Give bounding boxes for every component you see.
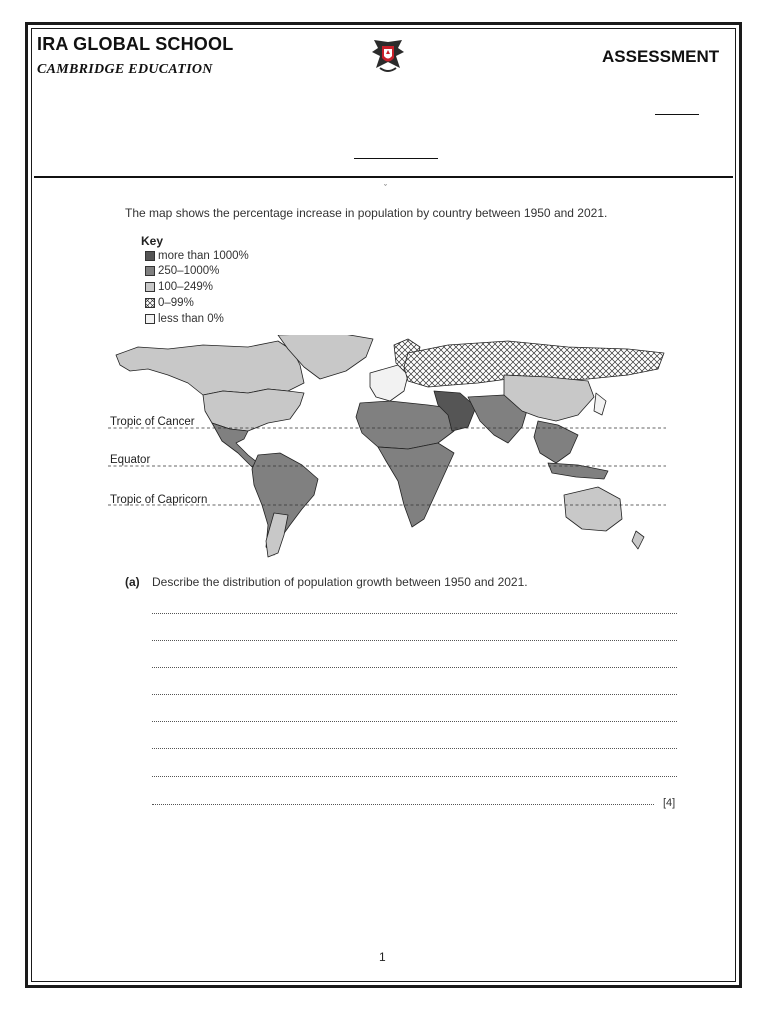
map-region-indonesia	[548, 463, 608, 479]
map-region-east-asia-islands	[594, 393, 606, 415]
map-region-southeast-asia	[534, 421, 578, 463]
marks-allocation: [4]	[663, 797, 676, 809]
key-label: more than 1000%	[158, 250, 249, 262]
answer-line[interactable]	[152, 667, 677, 668]
key-item-0-99	[145, 297, 194, 309]
header-blank-line-center	[354, 158, 438, 159]
key-label: 250–1000%	[158, 265, 220, 277]
key-label: 100–249%	[158, 281, 213, 293]
page-number: 1	[379, 950, 386, 964]
key-label: less than 0%	[158, 313, 224, 325]
equator-label: Equator	[110, 454, 151, 466]
assessment-label: ASSESSMENT	[602, 47, 720, 66]
exam-board: CAMBRIDGE EDUCATION	[37, 62, 213, 77]
key-swatch-mid	[145, 266, 155, 276]
key-swatch-light	[145, 282, 155, 292]
question-intro: The map shows the percentage increase in population by country between 1950 and 2021.	[125, 206, 608, 220]
answer-line[interactable]	[152, 694, 677, 695]
answer-line[interactable]	[152, 613, 677, 614]
answer-line[interactable]	[152, 721, 677, 722]
key-swatch-dark	[145, 251, 155, 261]
header-divider	[34, 176, 733, 178]
key-item-250-1000	[145, 265, 219, 277]
tropic-of-cancer-label: Tropic of Cancer	[110, 416, 195, 428]
world-population-map	[108, 335, 670, 560]
key-swatch-white	[145, 314, 155, 324]
map-key-title: Key	[141, 234, 164, 248]
school-crest-icon	[366, 38, 410, 76]
part-a-question: Describe the distribution of population growth between 1950 and 2021.	[152, 575, 528, 589]
map-region-canada-alaska	[116, 341, 304, 395]
tropic-of-capricorn-label: Tropic of Capricorn	[110, 494, 208, 506]
part-a-label: (a)	[125, 575, 140, 589]
answer-line[interactable]	[152, 804, 654, 805]
stray-mark: ˇ	[384, 183, 387, 193]
key-swatch-crosshatch	[145, 298, 155, 308]
map-region-australia	[564, 487, 622, 531]
answer-line[interactable]	[152, 776, 677, 777]
key-item-100-249	[145, 281, 213, 293]
key-item-more-than-1000	[145, 250, 249, 262]
school-name: IRA GLOBAL SCHOOL	[37, 34, 234, 54]
map-region-sub-saharan-africa	[378, 443, 454, 527]
answer-line[interactable]	[152, 640, 677, 641]
answer-line[interactable]	[152, 748, 677, 749]
key-label: 0–99%	[158, 297, 194, 309]
map-region-south-america	[252, 453, 318, 555]
map-region-new-zealand	[632, 531, 644, 549]
map-region-western-europe	[370, 365, 408, 401]
key-item-less-than-0	[145, 313, 224, 325]
header-blank-line-right	[655, 114, 699, 115]
